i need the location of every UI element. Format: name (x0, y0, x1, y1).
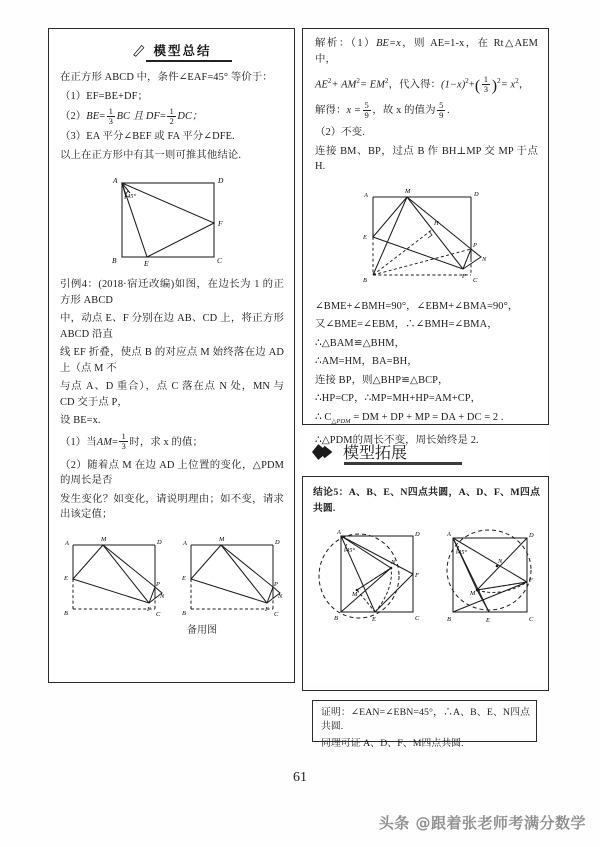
sol-sup-3: 2 (384, 77, 389, 85)
label-A: A (183, 539, 187, 547)
page-number: 61 (293, 770, 307, 785)
solution-line-5: 连接 BM、BP，过点 B 作 BH⊥MP 交 MP 于点 H. (315, 145, 538, 173)
watermark-text: 头条 @跟着张老师考满分数学 (378, 814, 586, 832)
label-D: D (414, 531, 420, 538)
q1-am: AM (96, 436, 112, 448)
figure-circumcircle-right (429, 522, 541, 626)
sol-line2-end: ， (518, 79, 530, 91)
label-B: B (363, 276, 367, 284)
label-D: D (275, 538, 280, 546)
q1-suffix: 时，求 x 的值； (129, 436, 203, 448)
item2-dc: DC； (177, 111, 203, 122)
label-A: A (446, 531, 451, 538)
pencil-icon (132, 44, 147, 57)
label-B: B (446, 616, 451, 623)
conclusion-5-text: 结论5：A、B、E、N四点共圆，A、D、F、M四点共圆. (313, 487, 540, 514)
label-F: F (462, 272, 466, 280)
label-B: B (112, 256, 117, 266)
label-P: P (274, 580, 278, 588)
figure-circumcircle-left (313, 522, 425, 626)
item2-bc: BC 且 DF (116, 111, 160, 122)
figure-fold-spare (177, 531, 285, 619)
solution-line-1 (315, 36, 538, 67)
fraction-one-third-q1: $\frac{1}{3}$ (121, 431, 126, 452)
diamond-icon (312, 442, 334, 462)
label-D: D (157, 538, 162, 546)
sol-expr-a: (1−x) (441, 79, 466, 91)
example-line-1: 引例4：(2018·宿迁改编)如图，在边长为 1 的正方形 ABCD (60, 279, 284, 306)
extension-proof-line-2: 同理可证 A、D、F、M四点共圆. (321, 738, 464, 749)
right-column-panel (302, 28, 549, 749)
sol-expr-a-sup: 2 (465, 77, 469, 85)
sol-frac-sup: 2 (497, 77, 501, 85)
label-B: B (333, 615, 338, 622)
item2-be: BE (86, 111, 100, 122)
label-F: F (147, 605, 151, 613)
label-F: F (414, 572, 419, 579)
summary-intro: 在正方形 ABCD 中，条件∠EAF=45° 等价于： (60, 72, 273, 83)
proof-line-4: ∴AM=HM，BA=BH， (315, 356, 418, 368)
summary-item-1: （1）EF=BE+DF； (60, 90, 148, 102)
sol-am: + AM (331, 79, 357, 91)
proof-c-prefix: ∴ C (315, 411, 332, 423)
label-45deg: 45° (457, 549, 467, 556)
right-paren: ) (491, 77, 498, 95)
solution-line-3 (315, 100, 538, 122)
solution-panel (302, 28, 549, 446)
example-line-5: 设 BE=x. (60, 415, 101, 427)
model-extension-title: 模型拓展 (343, 445, 408, 462)
sol-sup-2: 2 (356, 77, 360, 85)
q1-eq: = (111, 436, 118, 448)
example-question-1 (60, 433, 284, 453)
fraction-five-ninths: $\frac{5}{9}$ (364, 100, 369, 121)
left-paren: ( (474, 77, 481, 95)
proof-line-2: 又∠BME=∠EBM，∴∠BMH=∠BMA， (315, 319, 498, 331)
q1-prefix: （1）当 (60, 436, 97, 448)
sol-be-x: BE=x (376, 38, 401, 49)
sol-prefix: 解析：（1） (315, 38, 377, 49)
label-A: A (364, 191, 368, 199)
sol-solve-prefix: 解得： (315, 105, 347, 117)
example-question-2-line1: （2）随着点 M 在边 AD 上位置的变化，△PDM 的周长是否 (60, 459, 284, 487)
summary-item-3: （3）EA 平分∠BEF 或 FA 平分∠DFE. (60, 131, 235, 143)
label-M: M (405, 187, 411, 195)
label-A: A (336, 529, 341, 536)
figure-square-abcd (100, 171, 284, 271)
label-M: M (101, 535, 107, 543)
fraction-one-third-sol: $\frac{1}{3}$ (483, 74, 489, 95)
example-question-2-line2: 发生变化？如变化，请说明理由；如不变，请求出该定值； (60, 493, 284, 521)
proof-line-3: ∴△BAM≌△BHM， (315, 337, 406, 349)
summary-closing: 以上在正方形中有其一则可推其他结论. (60, 149, 242, 161)
extension-proof-line-1: 证明：∠EAN=∠EBN=45°，∴A、B、E、N四点共圆. (321, 707, 530, 732)
label-45deg: 45° (345, 547, 355, 554)
label-M: M (351, 591, 357, 598)
label-M: M (469, 590, 475, 597)
model-summary-title: 模型总结 (153, 44, 212, 58)
figure-proof (355, 181, 538, 293)
label-C: C (274, 610, 279, 618)
sol-tail: ，代入得： (388, 79, 442, 91)
label-E: E (182, 574, 186, 582)
spare-figure-caption: 备用图 (187, 624, 217, 636)
label-N: N (482, 255, 487, 263)
heading-underline (146, 60, 232, 62)
circle-figures-row (313, 522, 540, 626)
label-A: A (113, 176, 118, 186)
label-F: F (528, 577, 533, 584)
label-D: D (218, 176, 224, 186)
label-C: C (528, 616, 533, 623)
label-C: C (217, 256, 222, 266)
solution-line-2 (315, 70, 538, 97)
label-F: F (265, 605, 269, 613)
sol-expr-eq-sup: 2 (515, 77, 519, 85)
sol-expr-plus: + (468, 79, 475, 91)
sol-x-eq: x = (346, 105, 362, 117)
label-A: A (65, 539, 69, 547)
label-45deg: 45° (127, 193, 136, 201)
sol-sup-1: 2 (327, 77, 332, 85)
proof-line-5: 连接 BP，则△BHP≌△BCP， (315, 374, 449, 386)
sol-line3-mid: ，故 x 的值为 (372, 105, 436, 117)
extension-panel (302, 476, 549, 691)
label-C: C (156, 610, 161, 618)
sol-ae: AE (315, 79, 328, 91)
left-column-panel (48, 28, 295, 683)
proof-line-6: ∴HP=CP，∴MP=MH+HP=AM+CP， (315, 393, 482, 405)
item2-prefix: （2） (60, 111, 87, 122)
item2-eq1: = (99, 111, 106, 122)
proof-line-8: ∴△PDM的周长不变，周长始终是 2. (315, 434, 479, 446)
sol-em: = EM (359, 79, 385, 91)
label-N: N (160, 592, 165, 600)
fraction-five-ninths-2: $\frac{5}{9}$ (439, 100, 444, 121)
label-B: B (64, 609, 68, 617)
summary-item-2 (60, 107, 284, 126)
sol-expr-eq: = x (500, 79, 516, 91)
label-P: P (473, 241, 477, 249)
proof-c-sub: △PDM (331, 418, 351, 426)
label-H: H (434, 219, 439, 227)
item2-eq2: = (159, 111, 166, 122)
proof-line-7 (315, 410, 538, 430)
label-C: C (473, 276, 478, 284)
label-N: N (278, 592, 283, 600)
label-F: F (218, 219, 223, 229)
extension-heading-rule (344, 462, 462, 465)
label-E: E (144, 259, 149, 269)
label-C: C (414, 615, 419, 622)
label-E: E (485, 617, 490, 624)
sol-line3-end: . (446, 105, 450, 117)
sol-line1-mid: ，则 AE=1-x，在 Rt△AEM 中， (315, 38, 538, 65)
label-D: D (474, 190, 479, 198)
solution-line-4: （2）不变. (315, 127, 365, 139)
label-M: M (219, 535, 225, 543)
model-summary-heading (60, 41, 284, 59)
example-line-2: 中，动点 E、F 分别在边 AB、CD 上，将正方形 ABCD 沿直 (60, 313, 284, 340)
example-line-3: 线 EF 折叠，使点 B 的对应点 M 始终落在边 AD 上（点 M 不 (60, 347, 284, 374)
proof-c-rest: = DM + DP + MP = DA + DC = 2 . (350, 411, 504, 423)
label-N: N (497, 558, 502, 565)
example-line-4: 与点 A、D 重合），点 C 落在点 N 处，MN 与 CD 交于点 P， (60, 381, 284, 408)
fraction-one-half: $\frac{1}{2}$ (169, 105, 174, 126)
figure-fold-left (59, 531, 167, 619)
label-E: E (363, 233, 367, 241)
label-E: E (64, 574, 68, 582)
label-D: D (528, 532, 534, 539)
model-extension-heading (312, 440, 407, 463)
label-B: B (182, 609, 186, 617)
proof-line-1: ∠BME+∠BMH=90°，∠EBM+∠BMA=90°， (315, 300, 519, 312)
fold-figures-row (60, 531, 284, 619)
label-P: P (156, 580, 160, 588)
label-N: N (390, 559, 395, 566)
label-E: E (371, 616, 376, 623)
extension-proof-panel (312, 700, 537, 749)
fraction-one-third: $\frac{1}{3}$ (108, 105, 114, 126)
